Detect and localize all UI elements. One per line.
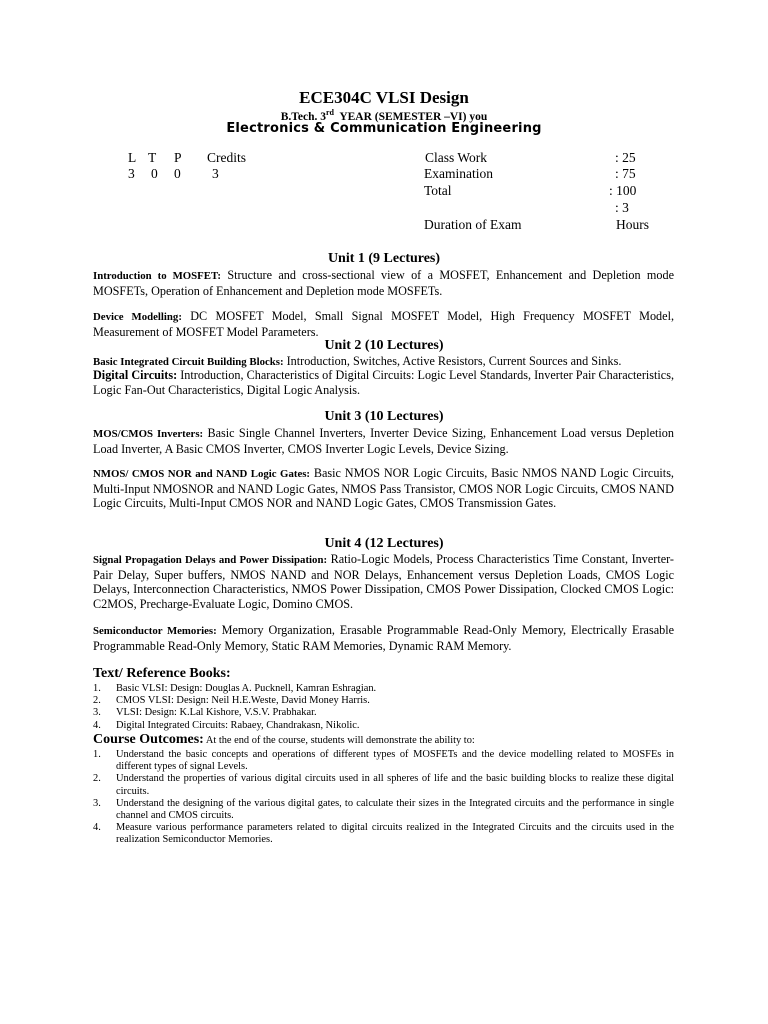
unit-4-topic-1 <box>93 552 674 611</box>
item-number: 4. <box>93 822 101 834</box>
item-text: Understand the properties of various digital circuits used in all spheres of life and the basic building blocks to realize these digital circuits. <box>116 773 674 797</box>
topic-text: Basic NMOS NOR Logic Circuits, Basic NMOS NAND Logic Circuits, Multi-Input NMOSNOR and NAND Logic Gates, NMOS Pass Transistor, CMOS NOR Logic Circuits, CMOS NAND Logic Circuits, Multi-Input CMOS NOR and NAND Logic Gates, CMOS Transmission Gates. <box>93 466 674 510</box>
ltp-value-l: 3 <box>128 166 135 181</box>
topic-text: Memory Organization, Erasable Programmable Read-Only Memory, Electrically Erasable Programmable Read-Only Memory, Static RAM Memories, Dynamic RAM Memory. <box>93 623 674 653</box>
topic-heading: Signal Propagation Delays and Power Dissipation: <box>93 554 328 566</box>
item-number: 4. <box>93 719 101 731</box>
unit-1-topic-2 <box>93 309 674 339</box>
topic-heading: NMOS/ CMOS NOR and NAND Logic Gates: <box>93 468 311 480</box>
list-item <box>93 720 674 732</box>
unit-4-title: Unit 4 (12 Lectures) <box>324 536 444 551</box>
item-text: Understand the designing of the various digital gates, to calculate their sizes in the Integrated circuits and the performance in single channel and CMOS circuits. <box>116 797 674 822</box>
item-text: Measure various performance parameters related to digital circuits realized in the Integrated Circuits and the circuits used in the realization Semiconductor Memories. <box>116 822 674 846</box>
marks-value-classwork: : 25 <box>615 150 636 165</box>
topic-heading: MOS/CMOS Inverters: <box>93 428 204 440</box>
ltp-header-p: P <box>174 150 182 165</box>
ltp-value-t: 0 <box>151 166 158 181</box>
topic-text: Introduction, Switches, Active Resistors, Current Sources and Sinks. <box>283 354 622 368</box>
marks-label-classwork: Class Work <box>425 150 488 165</box>
outcomes-list <box>93 749 674 847</box>
unit-2-title: Unit 2 (10 Lectures) <box>324 338 444 353</box>
outcomes-heading: Course Outcomes: <box>93 732 204 747</box>
ltp-header-credits: Credits <box>207 150 246 165</box>
ltp-value-credits: 3 <box>212 166 219 181</box>
unit-3-title: Unit 3 (10 Lectures) <box>324 409 444 424</box>
topic-text: Structure and cross-sectional view of a MOSFET, Enhancement and Depletion mode MOSFETs, Operation of Enhancement and Depletion mode MOSFETs. <box>93 268 674 298</box>
topic-text: Basic Single Channel Inverters, Inverter Device Sizing, Enhancement Load versus Depletion Load Inverter, A Basic CMOS Inverter, CMOS Inverter Logic Levels, Device Sizing. <box>93 426 674 456</box>
item-number: 2. <box>93 695 101 707</box>
topic-heading: Semiconductor Memories: <box>93 625 217 637</box>
list-item <box>93 773 674 797</box>
unit-1-topic-1 <box>93 268 674 298</box>
topic-heading: Introduction to MOSFET: <box>93 270 221 282</box>
item-text: Digital Integrated Circuits: Rabaey, Chandrakasn, Nikolic. <box>116 719 360 731</box>
marks-value-duration: : 3 <box>615 200 629 215</box>
item-number: 2. <box>93 773 101 785</box>
item-text: Understand the basic concepts and operations of different types of MOSFETs and the device modelling related to MOSFEs in different types of signal Levels. <box>116 749 674 773</box>
topic-text: DC MOSFET Model, Small Signal MOSFET Model, High Frequency MOSFET Model, Measurement of MOSFET Model Parameters. <box>93 309 674 339</box>
item-number: 3. <box>93 707 101 719</box>
outcomes-heading-line <box>93 732 475 748</box>
item-text: Basic VLSI: Design: Douglas A. Pucknell, Kamran Eshragian. <box>116 683 377 694</box>
item-number: 3. <box>93 797 101 809</box>
unit-3-topic-2 <box>93 466 674 511</box>
year-suffix: YEAR (SEMESTER –VI) you <box>334 110 488 123</box>
topic-heading: Basic Integrated Circuit Building Blocks: <box>93 356 284 368</box>
topic-text: Introduction, Characteristics of Digital Circuits: Logic Level Standards, Inverter Pair Characteristics, Logic Fan-Out Characteristics, Digital Logic Analysis. <box>93 368 674 397</box>
list-item <box>93 798 674 822</box>
course-title: ECE304C VLSI Design <box>299 88 469 107</box>
item-text: VLSI: Design: K.Lal Kishore, V.S.V. Prabhakar. <box>116 707 317 719</box>
marks-value-duration-unit: Hours <box>616 217 649 232</box>
topic-heading: Device Modelling: <box>93 311 182 323</box>
marks-label-total: Total <box>424 183 452 198</box>
list-item <box>93 749 674 773</box>
unit-4-topic-2 <box>93 623 674 653</box>
year-ordinal: rd <box>326 108 334 117</box>
ltp-header-t: T <box>148 150 157 165</box>
list-item <box>93 707 674 719</box>
topic-text: Ratio-Logic Models, Process Characteristics Time Constant, Inverter-Pair Delay, Super buffers, NMOS NAND and NOR Delays, Enhancement versus Depletion Loads, CMOS Logic Delays, Interconnection Characteristics, NMOS Power Dissipation, CMOS Power Dissipation, Clocked CMOS Logic: C2MOS, Precharge-Evaluate Logic, Domino CMOS. <box>93 552 674 611</box>
item-number: 1. <box>93 683 101 694</box>
unit-1-title: Unit 1 (9 Lectures) <box>327 251 441 266</box>
outcomes-intro: At the end of the course, students will demonstrate the ability to: <box>203 735 475 746</box>
ltp-value-p: 0 <box>174 166 181 181</box>
topic-heading: Digital Circuits: <box>93 368 178 382</box>
unit-3-topic-1 <box>93 426 674 456</box>
list-item <box>93 695 674 707</box>
books-heading: Text/ Reference Books: <box>93 666 231 681</box>
department-name: Electronics & Communication Engineering <box>226 121 542 136</box>
marks-label-duration: Duration of Exam <box>424 217 522 232</box>
marks-value-total: : 100 <box>609 183 637 198</box>
marks-label-exam: Examination <box>424 166 493 181</box>
unit-2-topic-2 <box>93 368 674 397</box>
ltp-header-l: L <box>128 150 137 165</box>
books-list <box>93 683 674 732</box>
item-number: 1. <box>93 749 101 760</box>
marks-value-exam: : 75 <box>615 166 636 181</box>
list-item <box>93 683 674 695</box>
item-text: CMOS VLSI: Design: Neil H.E.Weste, David Money Harris. <box>116 695 370 707</box>
year-prefix: B.Tech. 3 <box>280 110 326 123</box>
list-item <box>93 822 674 846</box>
